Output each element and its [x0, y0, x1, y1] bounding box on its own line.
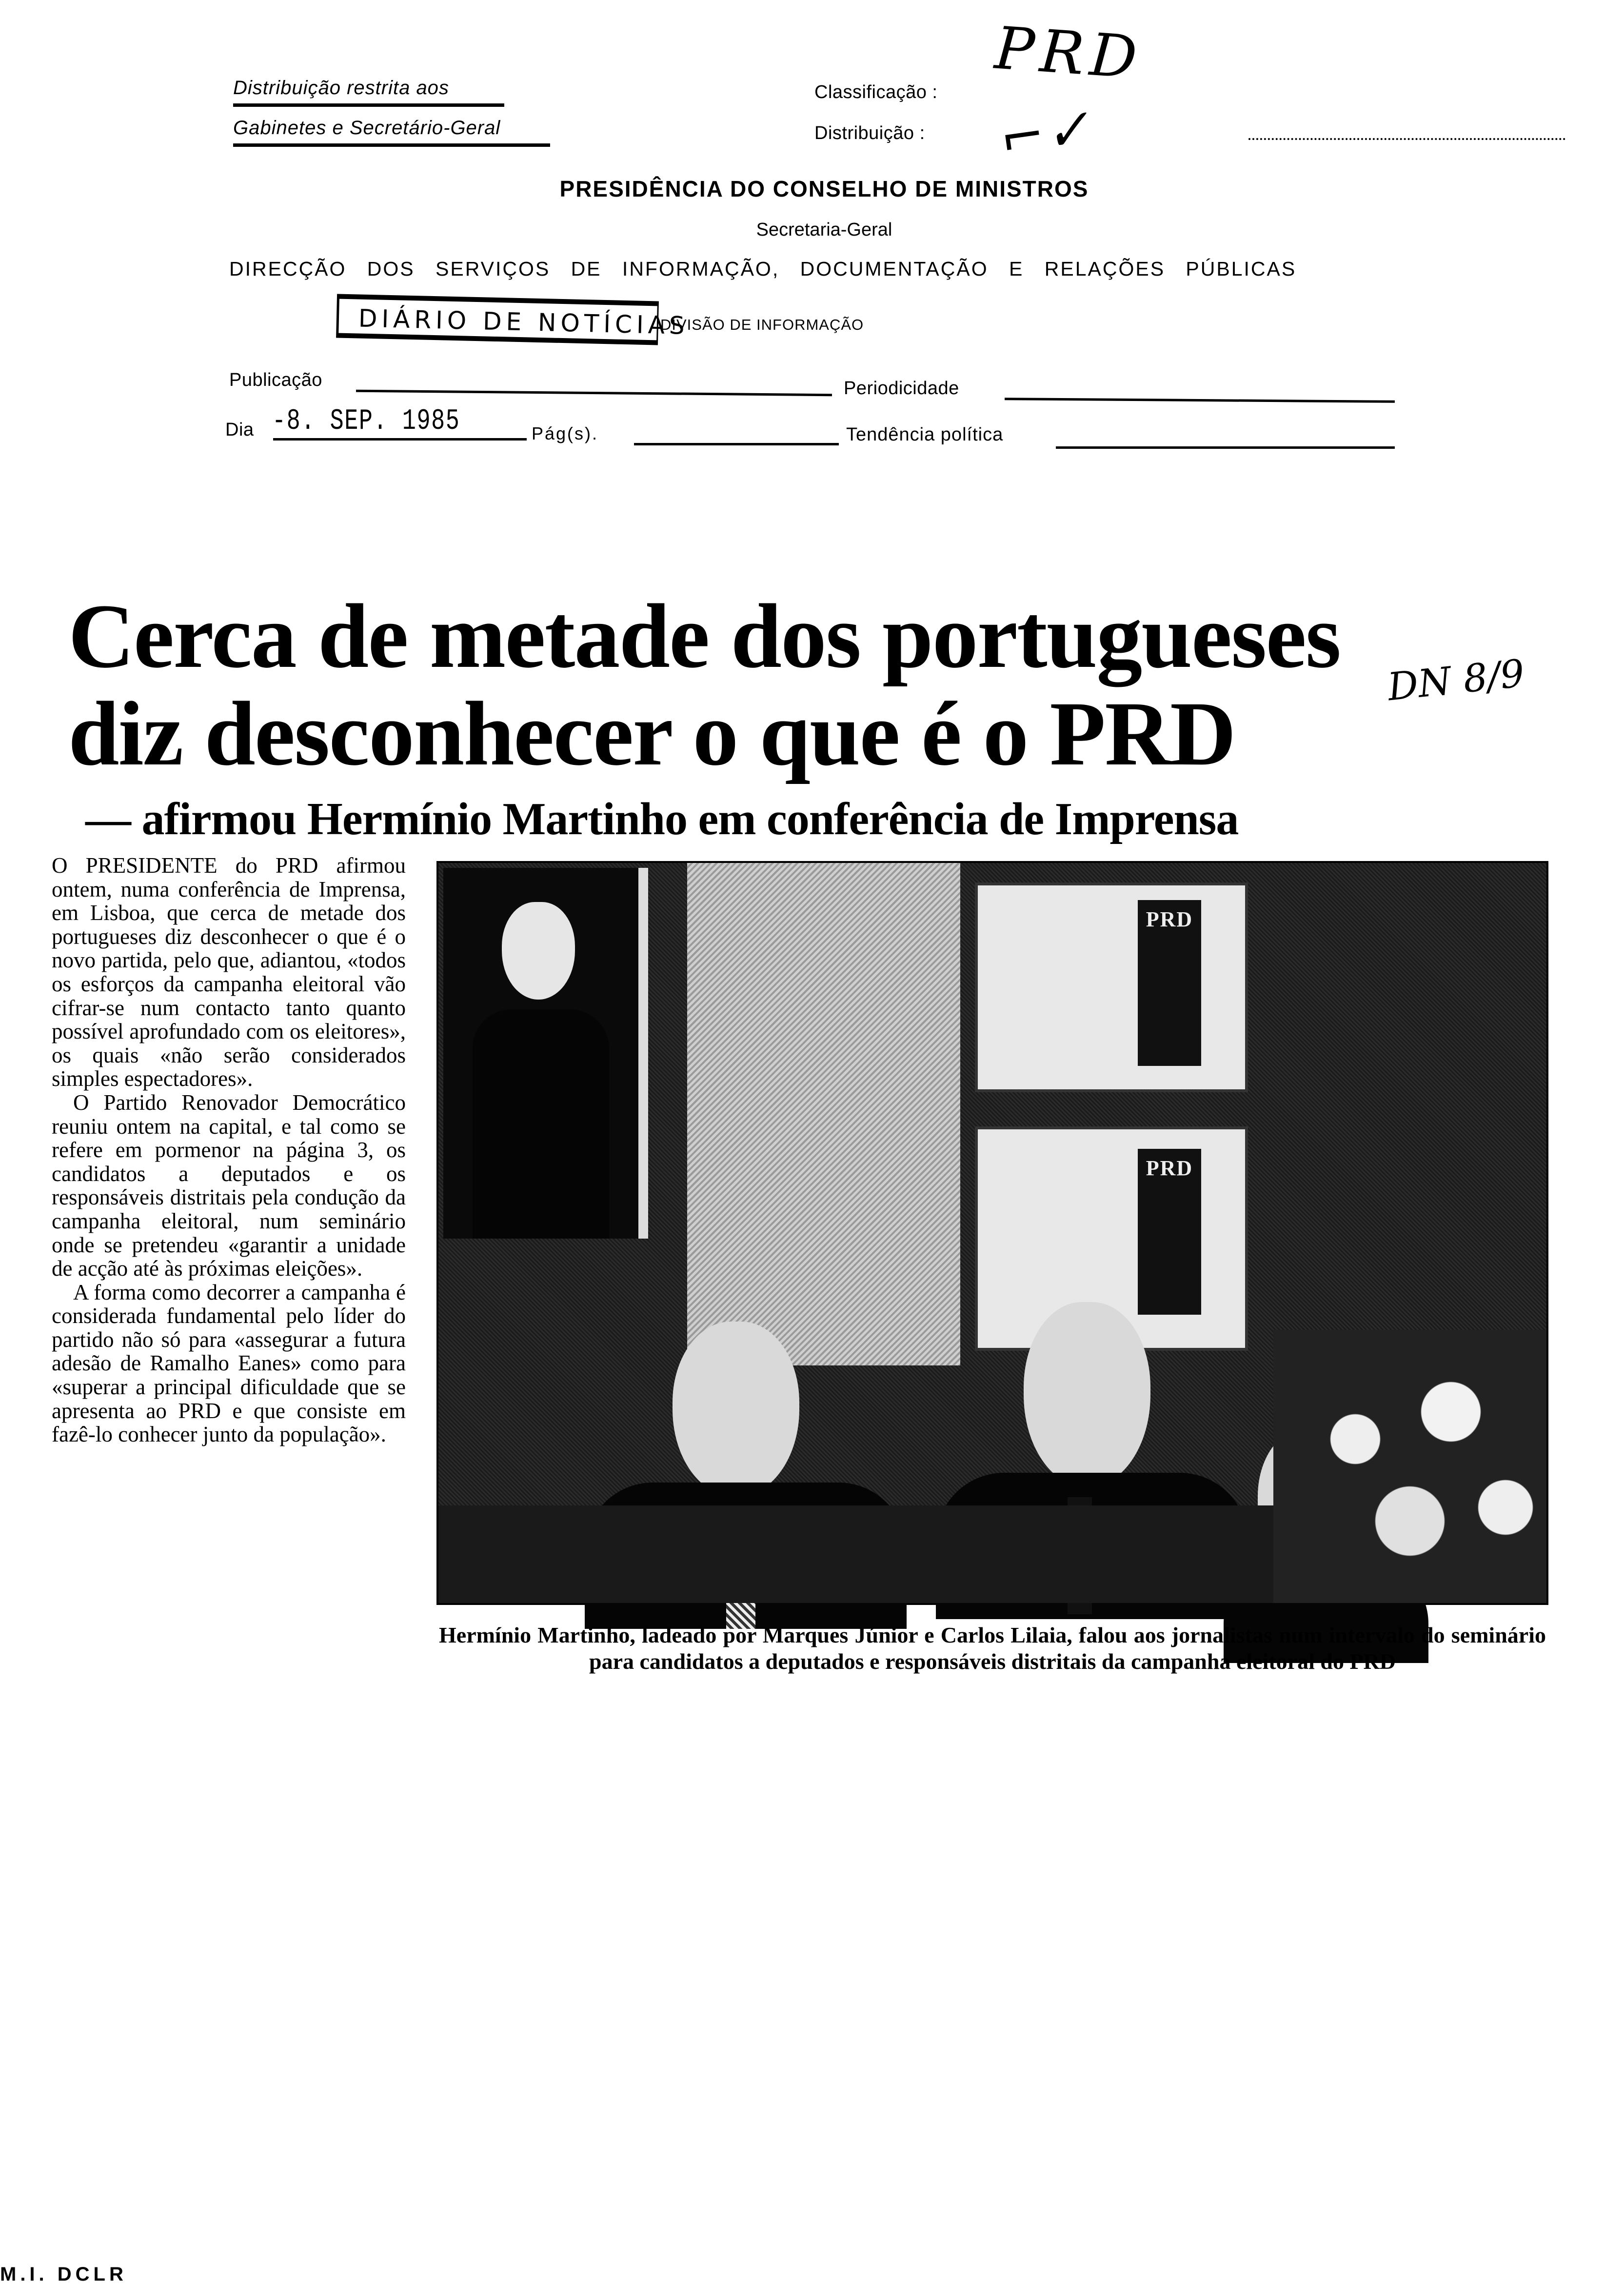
paragraph: A forma como decorrer a campanha é considerada fundamental pelo líder do partido não só para «assegurar a futura adesão de Ramalho Eanes» como para «superar a principal dificuldade que se apresenta ao PRD e que consiste em fazê-lo conhecer junto da população».	[52, 1280, 406, 1447]
photo-caption: Hermínio Martinho, ladeado por Marques Júnior e Carlos Lilaia, falou aos jornalistas num intervalo do seminário para candidatos a deputados e responsáveis distritais da campanha eleitoral do PRD	[439, 1623, 1546, 1674]
department-name: DIRECÇÃO DOS SERVIÇOS DE INFORMAÇÃO, DOCUMENTAÇÃO E RELAÇÕES PÚBLICAS	[229, 258, 1297, 280]
paragraph: O PRESIDENTE do PRD afirmou ontem, numa conferência de Imprensa, em Lisboa, que cerca de metade dos portugueses diz desconhecer o que é o novo partida, pelo que, adiantou, «todos os esforços da campanha eleitoral vão cifrar-se num contacto tanto quanto possível aprofundado com os eleitores», os quais «não serão considerados simples espectadores».	[52, 853, 406, 1091]
underline	[233, 103, 504, 107]
footer-cutoff-text: M.I. DCLR	[0, 2264, 127, 2285]
distribuicao-label: Distribuição :	[814, 123, 925, 143]
article-body	[52, 854, 406, 1446]
handwritten-prd-note: PRD	[992, 14, 1145, 93]
organization-title: PRESIDÊNCIA DO CONSELHO DE MINISTROS	[559, 176, 1089, 201]
tendencia-label: Tendência política	[846, 424, 1004, 445]
handwritten-date-annotation: DN 8/9	[1386, 651, 1527, 710]
paginas-field	[634, 443, 839, 445]
division-label: DIVISÃO DE INFORMAÇÃO	[660, 316, 864, 333]
prd-logo: PRD	[1138, 900, 1201, 1066]
tendencia-field	[1056, 446, 1395, 449]
publication-stamp: DIÁRIO DE NOTÍCIAS	[336, 294, 659, 345]
headline-line-2: diz desconhecer o que é o PRD	[68, 682, 1235, 784]
headline-line-1: Cerca de metade dos portugueses	[68, 585, 1341, 687]
wall-poster	[687, 863, 960, 1365]
restriction-line-2: Gabinetes e Secretário-Geral	[233, 117, 550, 139]
paginas-label: Pág(s).	[532, 423, 599, 443]
dia-field-line	[273, 438, 527, 441]
publicacao-field	[356, 390, 832, 397]
periodicidade-field	[1005, 398, 1395, 403]
article-deck: — afirmou Hermínio Martinho em conferência de Imprensa	[85, 794, 1239, 844]
prd-logo: PRD	[1138, 1149, 1201, 1315]
handwritten-signature: ⌐✓	[995, 96, 1094, 171]
paragraph: O Partido Renovador Democrático reuniu ontem na capital, e tal como se refere em pormenor na página 3, os candidatos a deputados e os responsáveis distritais pela condução da campanha eleitoral, num seminário onde se pretendeu «garantir a unidade de acção até às próximas eleições».	[52, 1090, 406, 1281]
prd-poster	[975, 882, 1248, 1092]
restriction-line-1: Distribuição restrita aos	[233, 77, 504, 99]
dia-label: Dia	[225, 420, 254, 440]
secretaria-subtitle: Secretaria-Geral	[756, 220, 892, 240]
date-stamp: -8. SEP. 1985	[272, 405, 460, 438]
classificacao-label: Classificação :	[814, 82, 938, 102]
dotted-rule	[1248, 138, 1565, 140]
publicacao-label: Publicação	[229, 370, 322, 390]
press-conference-photo	[436, 861, 1548, 1605]
periodicidade-label: Periodicidade	[844, 378, 959, 399]
flower-arrangement	[1273, 1330, 1546, 1603]
underline	[233, 143, 550, 147]
wall-portrait	[443, 868, 648, 1239]
